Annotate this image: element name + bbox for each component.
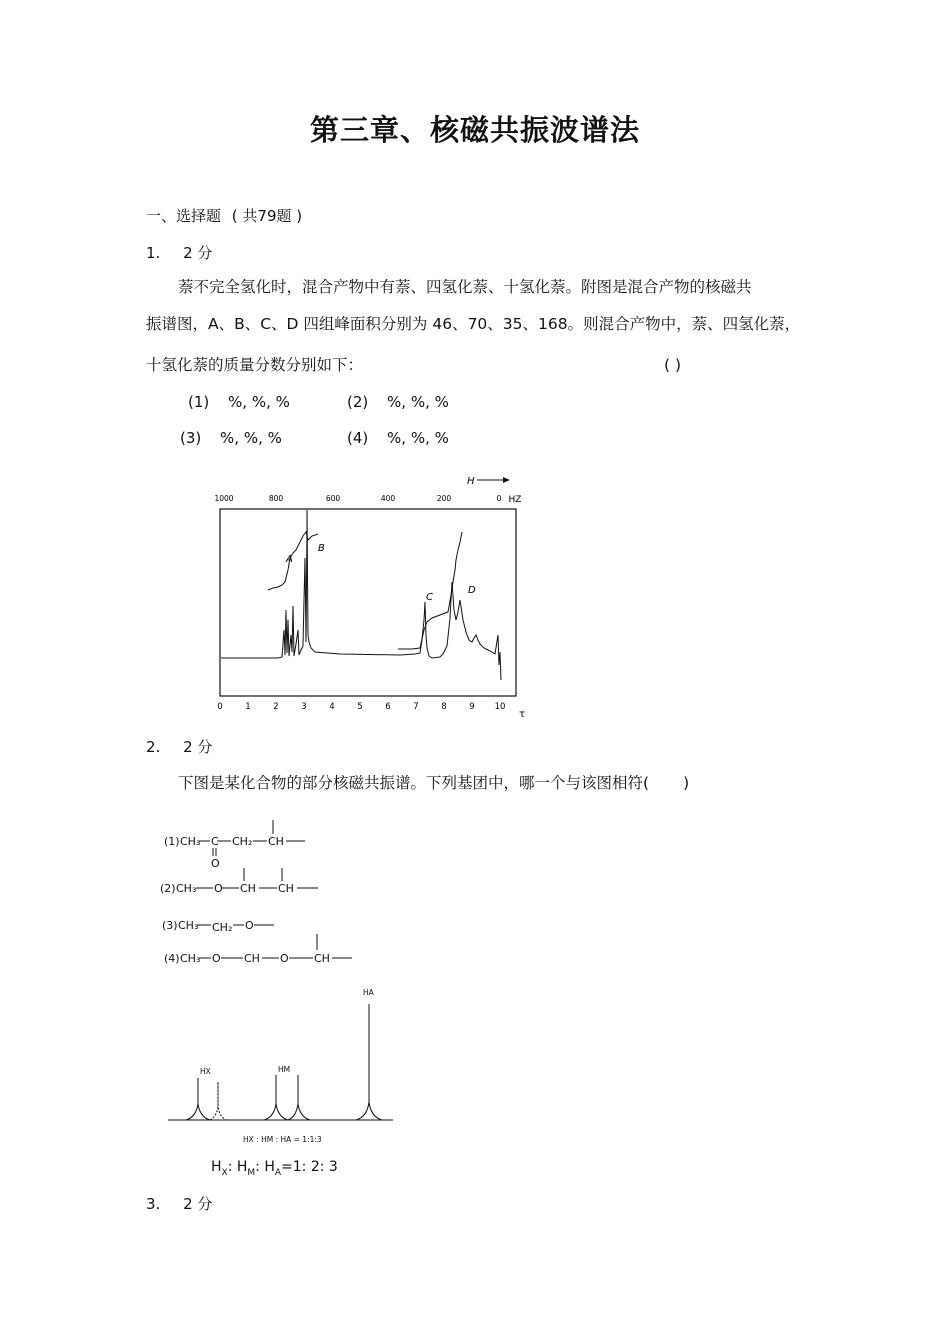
option-text: %, %, % (387, 429, 449, 447)
q1-option-4[interactable] (347, 428, 449, 448)
group-ch: CH (240, 882, 256, 895)
q1-header (146, 243, 212, 263)
tau-tick: 2 (273, 702, 279, 712)
label-hx: HX (200, 1067, 211, 1076)
group-ch2: CH₂ (212, 921, 233, 934)
q1-option-1[interactable] (188, 392, 290, 412)
q2-score: 2 分 (183, 738, 213, 756)
ratio-sep: : (227, 1159, 233, 1175)
hz-axis (214, 494, 521, 505)
q2-ratio (211, 1157, 338, 1183)
group-ch3: CH₃ (180, 952, 201, 965)
option-text: %, %, % (228, 393, 290, 411)
option-text: %, %, % (220, 429, 282, 447)
peak-hm-1 (264, 1075, 288, 1120)
tau-tick: 0 (217, 702, 223, 712)
section-header (146, 206, 302, 226)
integral-curve-ab (268, 532, 318, 590)
label-ha: HA (363, 988, 374, 997)
ratio-sub: X (221, 1167, 228, 1178)
peak-hm-2 (288, 1075, 310, 1120)
tau-tick: 4 (329, 702, 335, 712)
group-ch: CH (244, 952, 260, 965)
field-arrow-head (503, 477, 510, 483)
group-o: O (245, 919, 254, 932)
hz-unit: HZ (508, 495, 522, 505)
q1-line3: 十氢化萘的质量分数分别如下： (146, 356, 364, 374)
peak-label-b: B (318, 543, 325, 554)
option-label: (2) (160, 882, 176, 895)
tau-tick: 9 (469, 702, 475, 712)
q2-option-4[interactable] (164, 934, 352, 965)
tau-unit: τ (518, 709, 526, 720)
peak-label-a: A (286, 554, 293, 565)
tau-tick: 5 (357, 702, 363, 712)
q2-option-1[interactable] (164, 820, 305, 870)
group-ch2: CH₂ (232, 835, 253, 848)
group-ch3: CH₃ (178, 919, 199, 932)
option-label: (1) (164, 835, 180, 848)
q2-nmr-schematic (160, 982, 410, 1152)
q2-stem-close: ) (683, 774, 690, 792)
option-label: (4) (164, 952, 180, 965)
q1-option-3[interactable] (180, 428, 282, 448)
q1-line2: 振谱图，A、B、C、D 四组峰面积分别为 46、70、35、168。则混合产物中，萘、四氢化萘， (146, 315, 801, 333)
q3-score: 2 分 (183, 1195, 213, 1213)
q2-number: 2. (146, 738, 161, 756)
tau-tick: 1 (245, 702, 251, 712)
group-o: O (212, 952, 221, 965)
tau-axis (217, 702, 525, 720)
field-arrow-label: H (467, 476, 475, 487)
peak-ha (356, 1004, 382, 1120)
option-label: (4) (347, 429, 369, 447)
hz-tick: 600 (325, 494, 341, 503)
peak-label-c: C (426, 592, 433, 603)
ratio-h: H (264, 1159, 275, 1175)
q1-number: 1. (146, 244, 161, 262)
option-label: (1) (188, 393, 210, 411)
option-text: %, %, % (387, 393, 449, 411)
ratio-h: H (211, 1159, 222, 1175)
q1-option-2[interactable] (347, 392, 449, 412)
q2-stem (178, 772, 689, 794)
tau-tick: 10 (494, 702, 506, 712)
peak-hx-2 (210, 1082, 226, 1120)
tau-tick: 6 (385, 702, 391, 712)
group-ch: CH (278, 882, 294, 895)
q2-option-2[interactable] (160, 868, 318, 895)
q2-structure-options[interactable] (155, 812, 385, 972)
group-ch3: CH₃ (176, 882, 197, 895)
hz-tick: 400 (380, 494, 396, 503)
group-o: O (280, 952, 289, 965)
ratio-sub: M (247, 1167, 256, 1178)
group-o: O (211, 857, 220, 870)
ratio-sep: : (255, 1159, 260, 1175)
option-label: (3) (162, 919, 178, 932)
q2-stem-text: 下图是某化合物的部分核磁共振谱。下列基团中，哪一个与该图相符( (178, 774, 650, 792)
spectrum-trace (221, 510, 501, 680)
label-hm: HM (278, 1065, 291, 1074)
group-o: O (214, 882, 223, 895)
group-ch: CH (314, 952, 330, 965)
tau-tick: 7 (413, 702, 419, 712)
group-ch: CH (268, 835, 284, 848)
q1-answer-paren: ( ) (664, 356, 682, 374)
q1-score: 2 分 (183, 244, 213, 262)
hz-tick: 1000 (214, 494, 234, 503)
hz-tick: 800 (268, 494, 284, 503)
peak-hx-1 (186, 1078, 210, 1120)
ratio-h: H (236, 1159, 248, 1175)
q2-header (146, 737, 212, 757)
ratio-values: =1: 2: 3 (281, 1159, 338, 1175)
q3-number: 3. (146, 1195, 161, 1213)
tau-tick: 3 (301, 702, 307, 712)
q1-nmr-spectrum (200, 470, 540, 725)
tau-tick: 8 (441, 702, 447, 712)
group-ch3: CH₃ (180, 835, 201, 848)
group-c: C (211, 835, 219, 848)
option-label: (2) (347, 393, 369, 411)
hz-tick: 0 (496, 494, 502, 503)
hz-tick: 200 (436, 494, 452, 503)
option-label: (3) (180, 429, 202, 447)
section-count: ( 共79题 ) (231, 207, 303, 225)
plot-frame (220, 509, 516, 696)
q3-header (146, 1194, 212, 1214)
page-title: 第三章、核磁共振波谱法 (309, 113, 640, 147)
q1-line1: 萘不完全氢化时，混合产物中有萘、四氢化萘、十氢化萘。附图是混合产物的核磁共 (178, 278, 752, 296)
peak-label-d: D (468, 585, 476, 596)
ratio-sub: A (274, 1167, 282, 1178)
section-label: 一、选择题 (146, 207, 222, 225)
ratio-caption: HX : HM : HA = 1:1:3 (243, 1135, 322, 1144)
q2-option-3[interactable] (162, 919, 274, 934)
